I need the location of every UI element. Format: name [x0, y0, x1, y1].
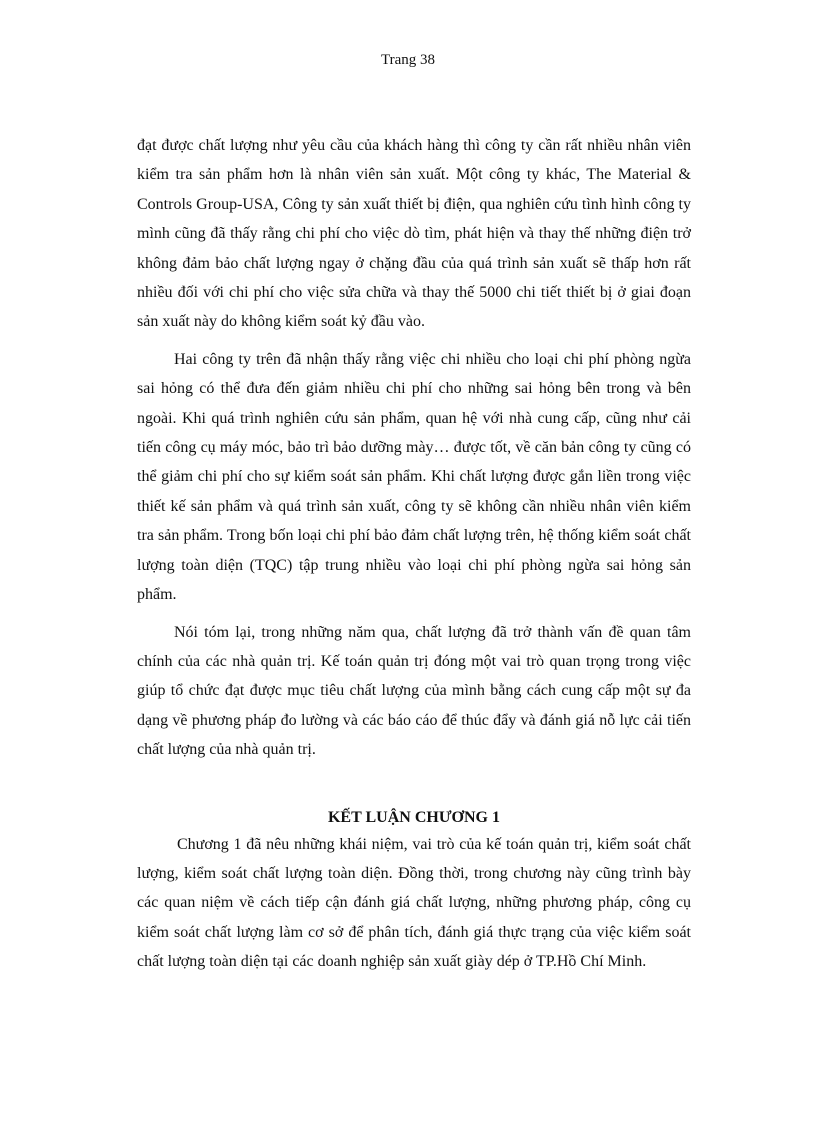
- document-body: [137, 131, 691, 977]
- paragraph-prevention-costs: Hai công ty trên đã nhận thấy rằng việc chi nhiều cho loại chi phí phòng ngừa sai hỏng có thể đưa đến giảm nhiều chi phí cho những sai hỏng bên trong và bên ngoài. Khi quá trình nghiên cứu sản phẩm, quan hệ với nhà cung cấp, cũng như cải tiến công cụ máy móc, bảo trì bảo dưỡng mày… được tốt, về căn bản công ty cũng có thể giảm chi phí cho sự kiểm soát sản phẩm. Khi chất lượng được gắn liền trong việc thiết kế sản phẩm và quá trình sản xuất, công ty sẽ không cần nhiều nhân viên kiểm tra sản phẩm. Trong bốn loại chi phí bảo đảm chất lượng trên, hệ thống kiểm soát chất lượng toàn diện (TQC) tập trung nhiều vào loại chi phí phòng ngừa sai hỏng sản phẩm.: [137, 350, 691, 604]
- page-number: Trang 38: [380, 52, 436, 68]
- paragraph-continuation: đạt được chất lượng như yêu cầu của khách hàng thì công ty cần rất nhiều nhân viên kiểm tra sản phẩm hơn là nhân viên sản xuất. Một công ty khác, The Material & Controls Group-USA, Công ty sản xuất thiết bị điện, qua nghiên cứu tình hình công ty mình cũng đã thấy rằng chi phí cho việc dò tìm, phát hiện và thay thế những điện trở không đảm bảo chất lượng ngay ở chặng đầu của quá trình sản xuất sẽ thấp hơn rất nhiều đối với chi phí cho việc sửa chữa và thay thế 5000 chi tiết thiết bị ở giai đoạn sản xuất này do không kiểm soát kỷ đầu vào.: [137, 137, 691, 331]
- section-title: KẾT LUẬN CHƯƠNG 1: [327, 808, 500, 826]
- conclusion-paragraph: Chương 1 đã nêu những khái niệm, vai trò của kế toán quản trị, kiểm soát chất lượng, kiểm soát chất lượng toàn diện. Đồng thời, trong chương này cũng trình bày các quan niệm về cách tiếp cận đánh giá chất lượng, những phương pháp, công cụ kiểm soát chất lượng làm cơ sở để phân tích, đánh giá thực trạng của việc kiểm soát chất lượng toàn diện tại các doanh nghiệp sản xuất giày dép ở TP.Hồ Chí Minh.: [137, 835, 691, 971]
- paragraph-summary: Nói tóm lại, trong những năm qua, chất lượng đã trở thành vấn đề quan tâm chính của các nhà quản trị. Kế toán quản trị đóng một vai trò quan trọng trong việc giúp tổ chức đạt được mục tiêu chất lượng của mình bằng cách cung cấp một sự đa dạng về phương pháp đo lường và các báo cáo để thúc đẩy và đánh giá nỗ lực cải tiến chất lượng của nhà quản trị.: [137, 623, 691, 759]
